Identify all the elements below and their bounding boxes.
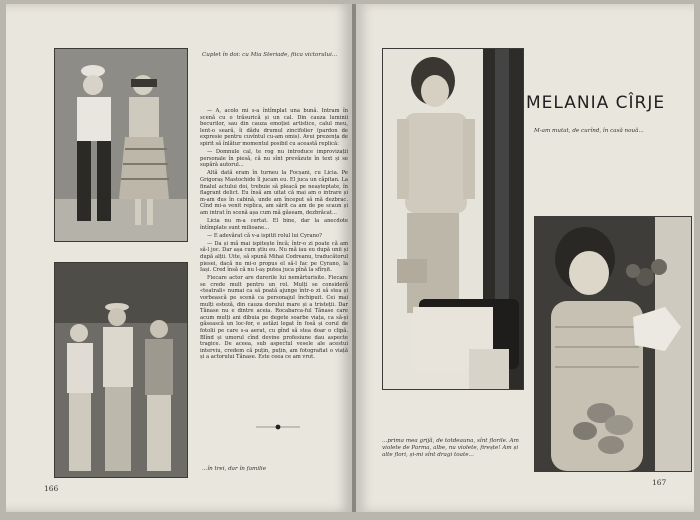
photo-duo-costumes [54, 48, 188, 242]
paragraph: — Domnule cal, te rog nu introduce improvizații personale în piesă, că nu sînt prevăzute în text și se supără autorul... [200, 149, 348, 169]
paragraph: Licia nu m-a certat. El bine, dar la anecdote întîmplate sunt milioane... [200, 218, 348, 231]
photo-woman-watering-flowers [534, 216, 692, 472]
photo-seated-woman-image [383, 49, 523, 389]
photo-duo-costumes-image [55, 49, 187, 241]
caption-top-left: Cuplet în doi: cu Mia Steriade, fiica victorului... [202, 52, 338, 58]
paragraph: — E adevărat că v-a ispitit rolul lui Cyrano? [207, 232, 322, 239]
section-divider [256, 424, 300, 430]
photo-family-trio-image [55, 263, 187, 477]
paragraph: Fiecare actor are durerile lui nemărturisite. Fiecare se crede mult pentru un rol. Mulți se consideră «teatrali» numai ca să poată ajunge într-o zi să stea și vorbească pe scenă ca personajul închipuit. Cei mai mulți esteză, din cauza dorului mare și a tristeții. Dar Tănase nu e dintre aceia. Rocabarca-ful Tănase care acum mulți ani dibuia pe degete soarbe viața, ca să-și găsească un loc-for, e astăzi legat în fosă și corul de fotolii pe care s-a aerat, cu gînd să stea doar o clipă. Blînd și umorul cînd devine profesiune dau aspecte tragice. De aceea, sub aspectul vesele ale acestui interviu, credem că puțin, puțin, am fotografiat o viață și a actorului Tănase. Este ceea ce am vrut. [200, 275, 348, 361]
interview-body [200, 108, 348, 362]
page-number-left: 166 [44, 484, 59, 493]
photo-family-trio [54, 262, 188, 478]
page-number-right: 167 [652, 478, 667, 487]
caption-bottom-left: ...în trei, dar în familie [202, 466, 267, 472]
caption-bottom-right: ...prima mea grijă, de totdeauna, sînt florile. Am violete de Parma, albe, nu violete, firește! Am și alte flori, și-mi sînt dragi toate... [382, 438, 519, 458]
paragraph: — A, acolo mi s-a întîmplat una bună. Intram în scenă cu o trăsurică și un cal. Din cauza luminii becurilor, sau din cauza emoției artistice, calul meu, lent-o seară, îi dădu drumul zincifolier (pardon de expresie pentru cuvîntul cu-am omis). Avui prezența de spirit să înlătur momentul posibil cu această replică: [200, 108, 348, 147]
article-title: MELANIA CÎRJE [526, 93, 666, 113]
right-page [356, 4, 694, 512]
photo-woman-watering-flowers-image [535, 217, 691, 471]
paragraph: — Da și mă mai ispitește încă; într-o zi poate că am să-l joc. Dar așa cum știu eu. Nu mă iau eu după unii și după alții. Uite, să spună Mihai Codreanu, traducătorul piesei, dacă nu mi-o propus el să-l fac pe Cyrano, la Iași. Cred însă că nu l-aș putea juca pînă la sfîrșit. [200, 240, 348, 274]
paragraph: Altă dată eram în turneu la Focșani, cu Licia. Pe Grigoraș Mastochide îl jucam eu. El juca un căpitan. La finalul actului doi, trebuie să pleacă pe neașteptate, în flagrant delict. Eu însă am uitat că mai am o intrare și m-am dus în cabină, unde am început să mă dezbrac. Cînd mi-a venit replica, am sărit ca am de pe scaun și am intrat în scenă așa cum mă găseam, dezbrăcat... [200, 170, 348, 216]
photo-seated-woman [382, 48, 524, 390]
magazine-spread [6, 4, 694, 512]
left-page [6, 4, 352, 512]
caption-top-right: M-am mutat, de curînd, în casă nouă... [534, 128, 644, 134]
